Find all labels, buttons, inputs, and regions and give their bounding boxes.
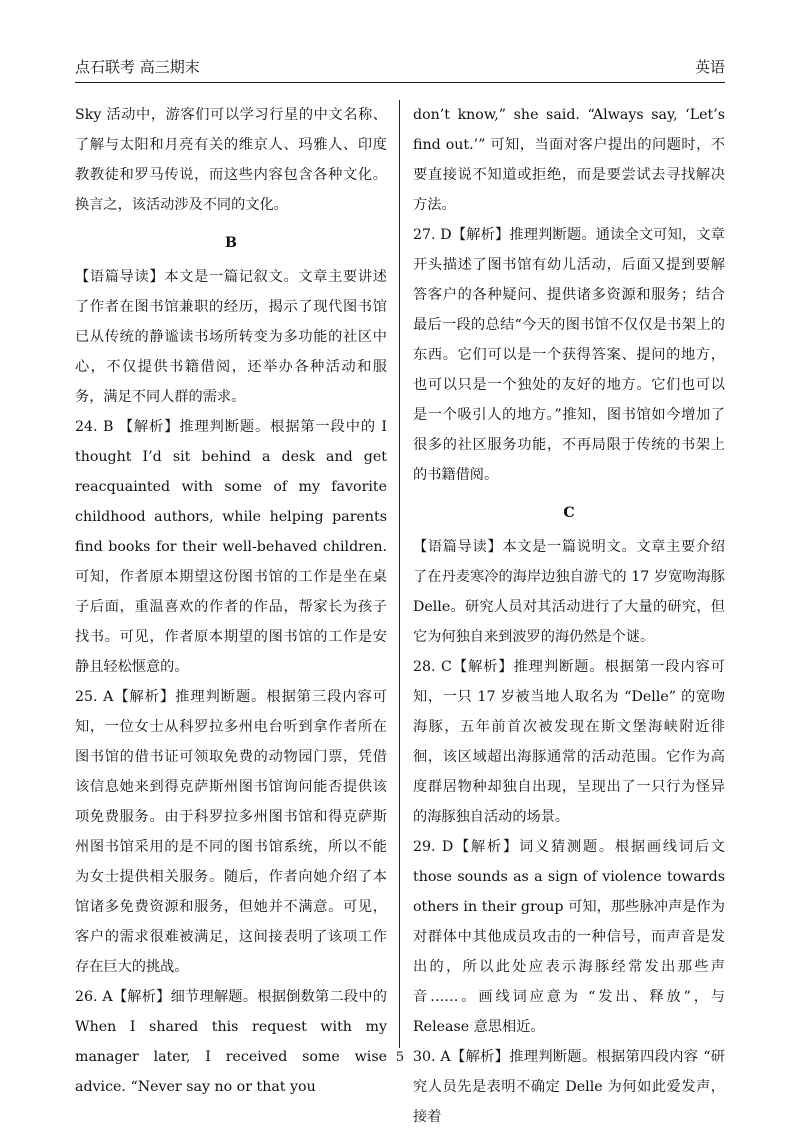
section-heading-c: C	[563, 505, 575, 521]
answer-27: 27. D【解析】推理判断题。通读全文可知，文章开头描述了图书馆有幼儿活动，后面又提到要解答客户的各种疑问、提供诸多资源和服务；结合最后一段的总结“今天的图书馆不仅仅是书架上的东西。它们可以是一个获得答案、提问的地方，也可以只是一个独处的友好的地方。它们也可以是一个吸引人的地方。”推知，图书馆如今增加了很多的社区服务功能，不再局限于传统的书架上的书籍借阅。	[413, 227, 725, 483]
answer-26: 26. A【解析】细节理解题。根据倒数第二段中的 When I shared this request with my manager later, I received some wise advice. “Never say no or that you	[75, 989, 387, 1095]
answer-29: 29. D【解析】词义猜测题。根据画线词后文 those sounds as a sign of violence towards others in their group 可知，那些脉冲声是作为对群体中其他成员攻击的一种信号，而声音是发出的，所以此处应表示海豚经常发出那些声音……。画线词应意为 “发出、释放”，与 Release 意思相近。	[413, 839, 725, 1035]
answer-28: 28. C【解析】推理判断题。根据第一段内容可知，一只 17 岁被当地人取名为 “Delle” 的宽吻海豚，五年前首次被发现在斯文堡海峡附近徘徊，该区域超出海豚通常的活动范围。它作为高度群居物种却独自出现，呈现出了一只行为怪异的海豚独自活动的场景。	[413, 659, 725, 825]
header-title: 点石联考 高三期末	[75, 58, 200, 76]
answer-24: 24. B 【解析】推理判断题。根据第一段中的 I thought I’d sit behind a desk and get reacquainted with some of my favorite childhood authors, while helping parents find books for their well-behaved children.可知，作者原本期望这份图书馆的工作是坐在桌子后面，重温喜欢的作者的作品，帮家长为孩子找书。可见，作者原本期望的图书馆的工作是安静且轻松惬意的。	[75, 419, 387, 675]
right-column	[413, 100, 725, 1132]
column-divider	[399, 100, 400, 1048]
section-heading-b: B	[225, 235, 237, 251]
paragraph: 【语篇导读】本文是一篇说明文。文章主要介绍了在丹麦寒冷的海岸边独自游弋的 17 岁宽吻海豚 Delle。研究人员对其活动进行了大量的研究，但它为何独自来到波罗的海仍然是个谜。	[413, 539, 725, 645]
header-subject: 英语	[694, 58, 725, 76]
answer-25: 25. A【解析】推理判断题。根据第三段内容可知，一位女士从科罗拉多州电台听到拿作者所在图书馆的借书证可领取免费的动物园门票，凭借该信息她来到得克萨斯州图书馆询问能否提供该项免费服务。由于科罗拉多州图书馆和得克萨斯州图书馆采用的是不同的图书馆系统，所以不能为女士提供相关服务。随后，作者向她介绍了本馆诸多免费资源和服务，但她并不满意。可见，客户的需求很难被满足，这间接表明了该项工作存在巨大的挑战。	[75, 689, 387, 975]
paragraph: 【语篇导读】本文是一篇记叙文。文章主要讲述了作者在图书馆兼职的经历，揭示了现代图书馆已从传统的静谧读书场所转变为多功能的社区中心，不仅提供书籍借阅，还举办各种活动和服务，满足不同人群的需求。	[75, 269, 387, 405]
paragraph: Sky 活动中，游客们可以学习行星的中文名称、了解与太阳和月亮有关的维京人、玛雅人、印度教教徒和罗马传说，而这些内容包含各种文化。换言之，该活动涉及不同的文化。	[75, 107, 387, 213]
paragraph: don’t know,” she said. “Always say, ‘Let’s find out.’” 可知，当面对客户提出的问题时，不要直接说不知道或拒绝，而是要尝试去寻找解决方法。	[413, 107, 725, 213]
answer-30: 30. A【解析】推理判断题。根据第四段内容 “研究人员先是表明不确定 Delle 为何如此爱发声，接着	[413, 1049, 725, 1125]
page-header	[75, 56, 725, 83]
left-column	[75, 100, 387, 1102]
page-number: 5	[395, 1050, 405, 1065]
